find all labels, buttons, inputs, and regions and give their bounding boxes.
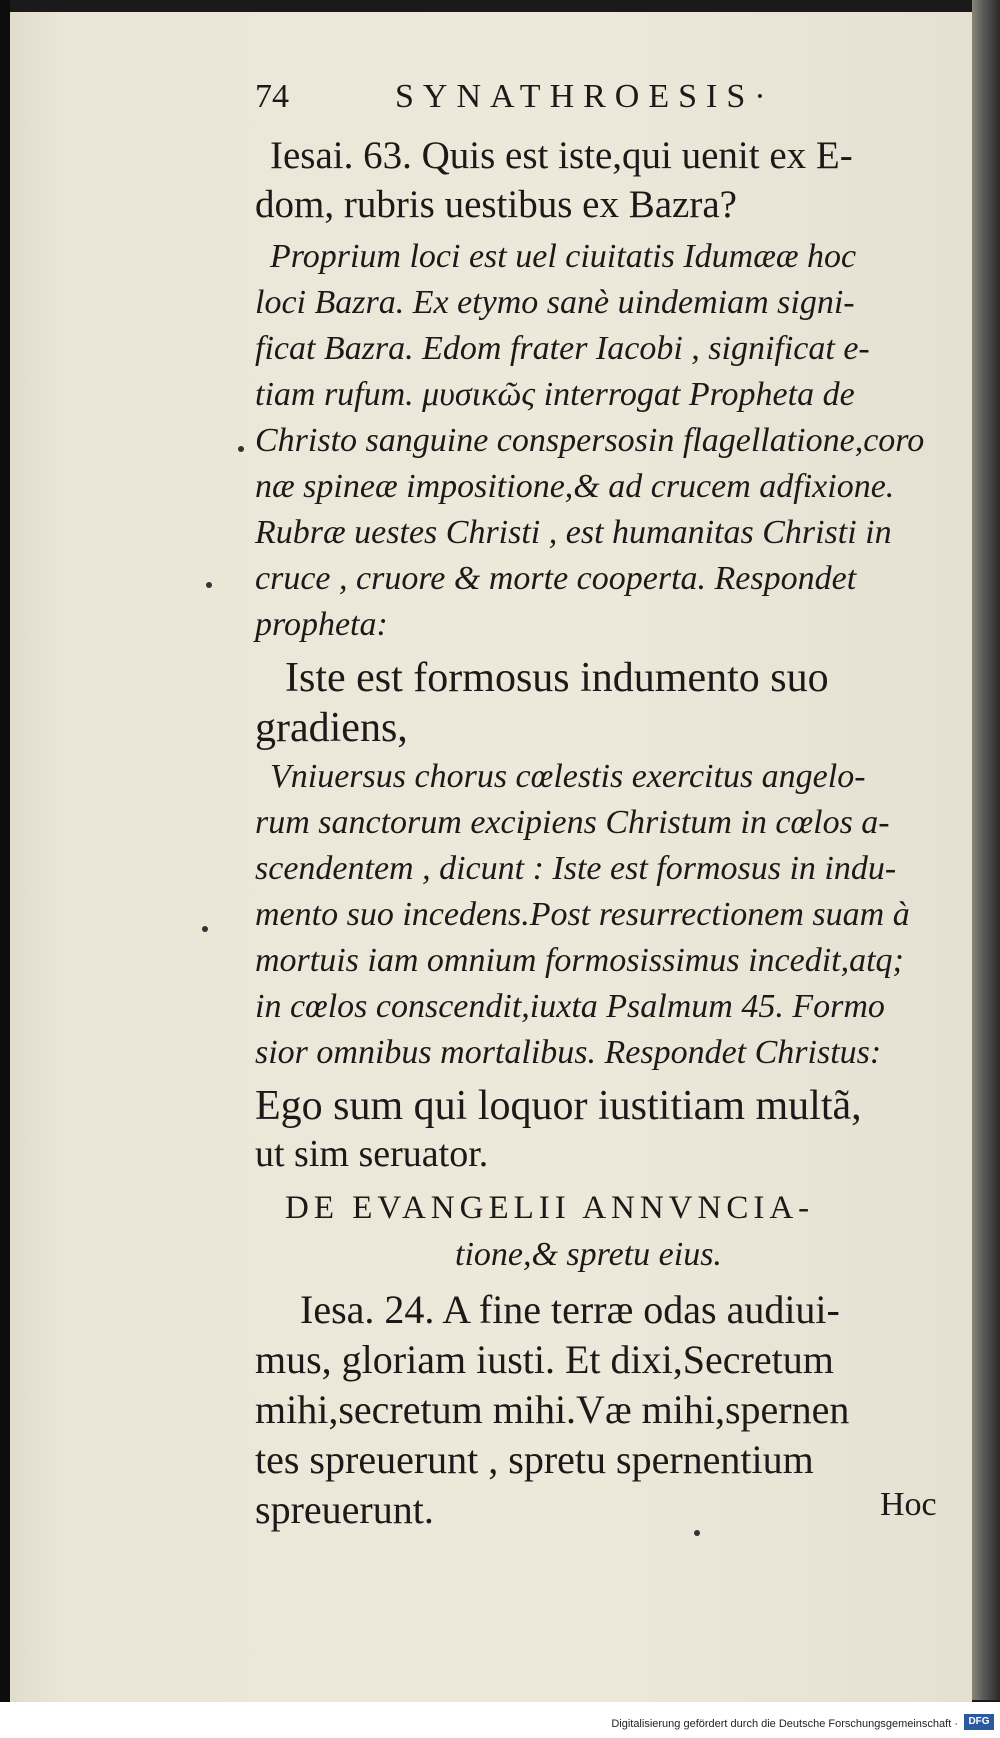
ink-speck [206, 582, 212, 588]
text-line: mihi,secretum mihi.Væ mihi,spernen [255, 1387, 850, 1432]
text-line: cruce , cruore & morte cooperta. Respondet [255, 560, 857, 597]
text-line: rum sanctorum excipiens Christum in cœlos a- [255, 804, 890, 841]
left-page-edge [0, 0, 10, 1738]
right-page-edge [972, 0, 1000, 1700]
text-line: spreuerunt. [255, 1487, 434, 1532]
text-line: Iesa. 24. A fine terræ odas audiui- [300, 1287, 840, 1332]
text-line: Christo sanguine conspersosin flagellatione,coro [255, 422, 925, 459]
text-line: Ego sum qui loquor iustitiam multã, [255, 1083, 862, 1129]
text-line: Iesai. 63. Quis est iste,qui uenit ex E- [270, 134, 853, 177]
text-line: ut sim seruator. [255, 1133, 489, 1175]
digitization-credit: Digitalisierung gefördert durch die Deutsche Forschungsgemeinschaft · [611, 1718, 958, 1730]
catchword: Hoc [880, 1486, 937, 1523]
ink-speck [238, 446, 244, 452]
text-line: propheta: [255, 606, 388, 643]
text-line: ficat Bazra. Edom frater Iacobi , significat e- [255, 330, 870, 367]
text-line: Proprium loci est uel ciuitatis Idumææ hoc [270, 238, 857, 275]
text-line: mus, gloriam iusti. Et dixi,Secretum [255, 1337, 834, 1382]
text-line: dom, rubris uestibus ex Bazra? [255, 183, 737, 226]
ink-speck [202, 926, 208, 932]
text-line: Iste est formosus indumento suo [285, 655, 829, 701]
text-line: loci Bazra. Ex etymo sanè uindemiam signi- [255, 284, 855, 321]
dfg-logo: DFG [964, 1714, 994, 1730]
running-title: SYNATHROESIS· [395, 78, 775, 115]
text-line: mortuis iam omnium formosissimus incedit,atq; [255, 942, 904, 979]
section-subheading: tione,& spretu eius. [455, 1236, 722, 1273]
text-line: mento suo incedens.Post resurrectionem suam à [255, 896, 910, 933]
text-line: gradiens, [255, 705, 408, 751]
section-heading: DE EVANGELII ANNVNCIA- [285, 1190, 815, 1226]
text-line: næ spineæ impositione,& ad crucem adfixione. [255, 468, 895, 505]
text-line: scendentem , dicunt : Iste est formosus in indu- [255, 850, 897, 887]
text-line: tes spreuerunt , spretu spernentium [255, 1437, 814, 1482]
text-line: in cœlos conscendit,iuxta Psalmum 45. Formo [255, 988, 885, 1025]
text-line: sior omnibus mortalibus. Respondet Christus: [255, 1034, 882, 1071]
text-line: Rubræ uestes Christi , est humanitas Christi in [255, 514, 892, 551]
text-line: tiam rufum. μυσικῶς interrogat Propheta de [255, 376, 855, 413]
page-number: 74 [255, 78, 289, 115]
ink-speck [694, 1530, 700, 1536]
text-line: Vniuersus chorus cœlestis exercitus angelo- [270, 758, 866, 795]
